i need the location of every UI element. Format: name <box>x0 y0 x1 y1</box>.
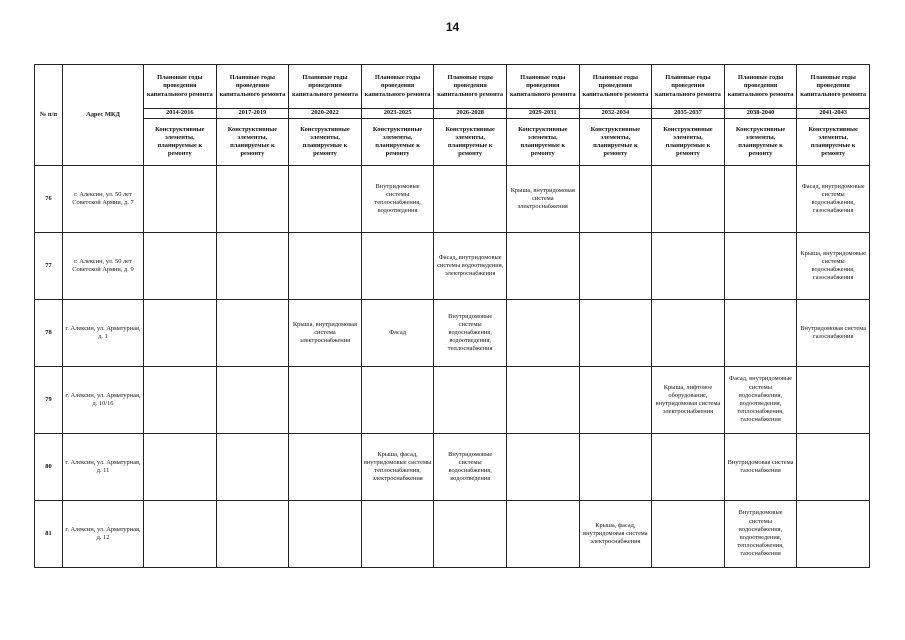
repair-elements-cell <box>579 434 652 501</box>
table-row <box>35 300 870 367</box>
column-header-period: 2029-2031 <box>506 109 579 119</box>
repair-elements-cell: Крыша, лифтовое оборудование, внутридомовая система электроснабжения <box>652 367 725 434</box>
repair-elements-cell <box>797 434 870 501</box>
column-header-plan-years: Плановые годы проведения капитального ремонта <box>724 65 797 109</box>
repair-elements-cell <box>579 233 652 300</box>
column-header-elements <box>652 119 725 166</box>
column-header-elements-label: Конструктивные элементы, планируемые к ремонту <box>663 125 713 158</box>
repair-elements-cell <box>289 367 362 434</box>
repair-elements-cell <box>289 501 362 568</box>
repair-elements-cell <box>216 233 289 300</box>
column-header-period: 2041-2043 <box>797 109 870 119</box>
table-row <box>35 434 870 501</box>
repair-elements-cell <box>652 501 725 568</box>
repair-elements-cell <box>144 434 217 501</box>
column-header-elements <box>361 119 434 166</box>
repair-elements-cell: Крыша, внутридомовые системы водоснабжения, газоснабжения <box>797 233 870 300</box>
row-number: 81 <box>35 501 63 568</box>
column-header-period: 2017-2019 <box>216 109 289 119</box>
row-address: г. Алексин, ул. Арматурная, д. 10/16 <box>63 367 144 434</box>
repair-elements-cell <box>216 501 289 568</box>
repair-elements-cell <box>361 367 434 434</box>
repair-elements-cell: Фасад <box>361 300 434 367</box>
repair-elements-cell <box>434 166 507 233</box>
row-address: г. Алексин, ул. 50 лет Советской Армии, д. 7 <box>63 166 144 233</box>
repair-elements-cell: Крыша, внутридомовая система электроснабжения <box>506 166 579 233</box>
column-header-plan-years: Плановые годы проведения капитального ремонта <box>216 65 289 109</box>
repair-elements-cell <box>724 233 797 300</box>
repair-elements-cell <box>579 367 652 434</box>
repair-elements-cell: Внутридомовые системы водоснабжения, водоотведения <box>434 434 507 501</box>
column-header-period: 2023-2025 <box>361 109 434 119</box>
column-header-elements <box>724 119 797 166</box>
header-plan-years-row <box>35 65 870 109</box>
repair-elements-cell <box>506 233 579 300</box>
table-row <box>35 501 870 568</box>
repair-elements-cell <box>506 501 579 568</box>
repair-elements-cell <box>289 166 362 233</box>
column-header-period: 2038-2040 <box>724 109 797 119</box>
repair-elements-cell <box>506 367 579 434</box>
column-header-elements-label: Конструктивные элементы, планируемые к ремонту <box>300 125 350 158</box>
table-body <box>35 166 870 568</box>
column-header-period: 2014-2016 <box>144 109 217 119</box>
repair-elements-cell <box>144 166 217 233</box>
column-header-elements-label: Конструктивные элементы, планируемые к ремонту <box>590 125 641 158</box>
repair-elements-cell <box>216 300 289 367</box>
repair-elements-cell <box>506 434 579 501</box>
repair-elements-cell <box>652 300 725 367</box>
column-header-period: 2035-2037 <box>652 109 725 119</box>
repair-elements-cell <box>652 166 725 233</box>
repair-elements-cell <box>579 300 652 367</box>
repair-elements-cell: Внутридомовые системы водоснабжения, водоотведения, теплоснабжения, газоснабжения <box>724 501 797 568</box>
repair-elements-cell <box>506 300 579 367</box>
header-periods-row <box>35 109 870 119</box>
repair-elements-cell: Внутридомовые системы водоснабжения, водоотведения, теплоснабжения <box>434 300 507 367</box>
repair-elements-cell <box>361 501 434 568</box>
column-header-elements <box>289 119 362 166</box>
repair-elements-cell <box>434 367 507 434</box>
repair-elements-cell: Фасад, внутридомовые системы водоснабжения, водоотведения, теплоснабжения, газоснабжения <box>724 367 797 434</box>
column-header-elements <box>216 119 289 166</box>
column-header-elements <box>797 119 870 166</box>
column-header-elements-label: Конструктивные элементы, планируемые к ремонту <box>808 125 858 158</box>
repair-elements-cell <box>289 233 362 300</box>
repair-elements-cell <box>144 501 217 568</box>
column-header-plan-years: Плановые годы проведения капитального ремонта <box>652 65 725 109</box>
column-header-elements-label: Конструктивные элементы, планируемые к ремонту <box>518 125 568 158</box>
repair-elements-cell <box>797 367 870 434</box>
repair-elements-cell: Фасад, внутридомовые системы водоотведения, электроснабжения <box>434 233 507 300</box>
row-number: 80 <box>35 434 63 501</box>
repair-elements-cell <box>434 501 507 568</box>
column-header-elements <box>506 119 579 166</box>
repair-elements-cell <box>579 166 652 233</box>
row-number: 77 <box>35 233 63 300</box>
repair-elements-cell <box>652 434 725 501</box>
row-address: г. Алексин, ул. Арматурная, д. 11 <box>63 434 144 501</box>
row-address: г. Алексин, ул. Арматурная, д. 1 <box>63 300 144 367</box>
row-address: г. Алексин, ул. 50 лет Советской Армии, д. 9 <box>63 233 144 300</box>
row-number: 79 <box>35 367 63 434</box>
page-number: 14 <box>445 20 460 34</box>
column-header-plan-years: Плановые годы проведения капитального ремонта <box>579 65 652 109</box>
repair-elements-cell: Внутридомовые системы теплоснабжения, водоотведения <box>361 166 434 233</box>
repair-elements-cell <box>216 434 289 501</box>
repair-elements-cell <box>724 300 797 367</box>
repair-elements-cell: Фасад, внутридомовые системы водоснабжения, газоснабжения <box>797 166 870 233</box>
header-elements-row <box>35 119 870 166</box>
column-header-plan-years: Плановые годы проведения капитального ремонта <box>434 65 507 109</box>
column-header-elements-label: Конструктивные элементы, планируемые к ремонту <box>372 125 423 158</box>
column-header-plan-years: Плановые годы проведения капитального ремонта <box>144 65 217 109</box>
column-header-elements <box>579 119 652 166</box>
capital-repair-plan-table <box>34 64 870 568</box>
table-row <box>35 233 870 300</box>
column-header-plan-years: Плановые годы проведения капитального ремонта <box>506 65 579 109</box>
table-row <box>35 166 870 233</box>
column-header-elements-label: Конструктивные элементы, планируемые к ремонту <box>445 125 495 158</box>
column-header-elements-label: Конструктивные элементы, планируемые к ремонту <box>735 125 786 158</box>
column-header-address: Адрес МКД <box>63 65 144 166</box>
column-header-elements <box>144 119 217 166</box>
repair-elements-cell <box>144 233 217 300</box>
column-header-number: № п/п <box>35 65 63 166</box>
repair-elements-cell: Крыша, фасад, внутридомовая система электроснабжения <box>579 501 652 568</box>
repair-elements-cell <box>797 501 870 568</box>
table-row <box>35 367 870 434</box>
column-header-plan-years: Плановые годы проведения капитального ремонта <box>797 65 870 109</box>
row-address: г. Алексин, ул. Арматурная, д. 12 <box>63 501 144 568</box>
column-header-period: 2020-2022 <box>289 109 362 119</box>
repair-elements-cell <box>289 434 362 501</box>
repair-elements-cell: Крыша, фасад, внутридомовые системы теплоснабжения, электроснабжения <box>361 434 434 501</box>
column-header-plan-years: Плановые годы проведения капитального ремонта <box>289 65 362 109</box>
column-header-period: 2032-2034 <box>579 109 652 119</box>
column-header-elements-label: Конструктивные элементы, планируемые к ремонту <box>227 125 278 158</box>
repair-elements-cell <box>144 300 217 367</box>
repair-elements-cell: Внутридомовая система газоснабжения <box>797 300 870 367</box>
repair-elements-cell <box>144 367 217 434</box>
row-number: 76 <box>35 166 63 233</box>
repair-elements-cell: Внутридомовая система газоснабжения <box>724 434 797 501</box>
repair-elements-cell: Крыша, внутридомовая система электроснабжения <box>289 300 362 367</box>
column-header-elements <box>434 119 507 166</box>
column-header-elements-label: Конструктивные элементы, планируемые к ремонту <box>155 125 205 158</box>
repair-elements-cell <box>652 233 725 300</box>
row-number: 78 <box>35 300 63 367</box>
column-header-plan-years: Плановые годы проведения капитального ремонта <box>361 65 434 109</box>
repair-elements-cell <box>724 166 797 233</box>
repair-elements-cell <box>216 367 289 434</box>
column-header-period: 2026-2028 <box>434 109 507 119</box>
repair-elements-cell <box>361 233 434 300</box>
repair-elements-cell <box>216 166 289 233</box>
